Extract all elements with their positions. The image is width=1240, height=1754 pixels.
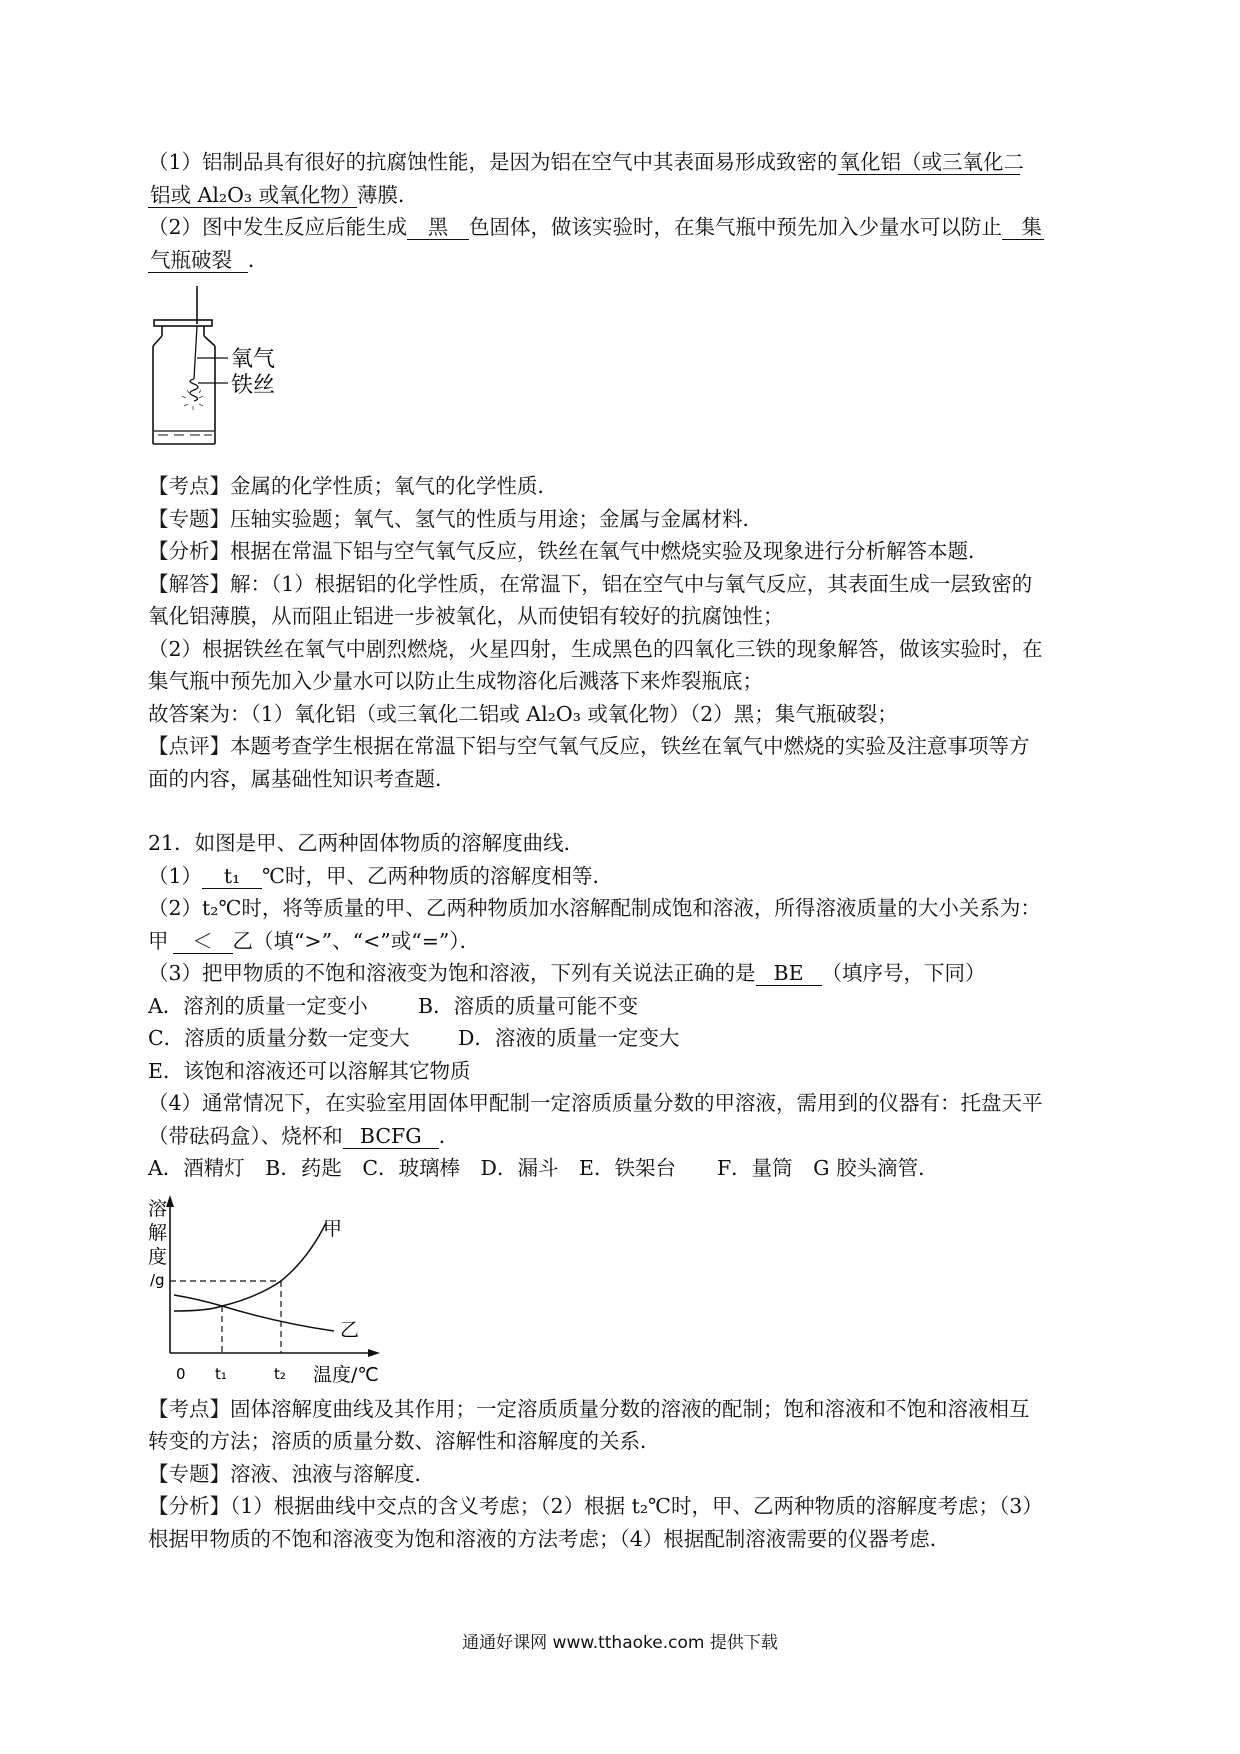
q21-part2-yi: 乙（填“>”、“<”或“=”）．: [232, 928, 481, 953]
q21-answer-4: BCFG: [343, 1124, 439, 1149]
option-c: C．溶质的质量分数一定变大: [148, 1026, 410, 1050]
q20-answer-3a: 集: [1002, 215, 1044, 240]
q21-part3: [148, 957, 1098, 990]
page-footer: 通通好课网 www.tthaoke.com 提供下载: [462, 1633, 778, 1653]
q21-options-cd: [148, 1022, 1098, 1055]
q20-dianping-1: [148, 730, 1098, 763]
series-jia-label: 甲: [323, 1217, 343, 1240]
q21-zhuanti-text: 溶液、浊液与溶解度．: [230, 1461, 435, 1486]
q21-fenxi-tag: 【分析】: [148, 1494, 230, 1518]
q20-dianping-2: 面的内容，属基础性知识考查题．: [148, 766, 456, 791]
solubility-chart-figure: [148, 1193, 448, 1393]
section-gap: [148, 795, 1098, 827]
gas-jar-diagram: [148, 284, 448, 464]
q21-answer-3: BE: [756, 961, 822, 986]
option-e: E．该饱和溶液还可以溶解其它物质: [148, 1058, 471, 1083]
q20-part1-text: （1）铝制品具有很好的抗腐蚀性能，是因为铝在空气中其表面易形成致密的: [148, 150, 838, 174]
ylabel-char-1: 溶: [148, 1197, 168, 1220]
q20-jieda-2: 氧化铝薄膜，从而阻止铝进一步被氧化，从而使铝有较好的抗腐蚀性；: [148, 604, 784, 628]
ylabel-char-2: 解: [148, 1221, 168, 1244]
q20-jieda-5: 故答案为：（1）氧化铝（或三氧化二铝或 Al₂O₃ 或氧化物）（2）黑；集气瓶破裂；: [148, 701, 898, 726]
series-yi-label: 乙: [340, 1318, 360, 1341]
option-d: D．溶液的质量一定变大: [458, 1026, 680, 1050]
q21-part4: （4）通常情况下，在实验室用固体甲配制一定溶质质量分数的甲溶液，需用到的仪器有：托盘天平: [148, 1091, 1043, 1115]
q21-part2: （2）t₂℃时，将等质量的甲、乙两种物质加水溶解配制成饱和溶液，所得溶液质量的大小关系为：: [148, 896, 1041, 920]
q21-part2-jia: 甲: [148, 928, 169, 953]
q20-part1-line1: [148, 146, 1098, 179]
dianping-tag: 【点评】: [148, 734, 230, 758]
fenxi-text: 根据在常温下铝与空气氧气反应，铁丝在氧气中燃烧实验及现象进行分析解答本题．: [230, 539, 989, 563]
q21-part3-tail: （填序号，下同）: [821, 961, 986, 985]
series-yi-curve: [174, 1295, 334, 1331]
q21-kaodian-tag: 【考点】: [148, 1396, 230, 1421]
q20-kaodian: [148, 470, 1098, 503]
q20-jieda-3: （2）根据铁丝在氧气中剧烈燃烧，火星四射，生成黑色的四氧化三铁的现象解答，做该实验时，在: [148, 636, 1043, 661]
gas-jar-figure: [148, 284, 448, 464]
q21-answer-1: t₁: [202, 864, 262, 889]
zhuanti-text: 压轴实验题；氧气、氢气的性质与用途；金属与金属材料．: [230, 506, 763, 531]
q20-answer-2: 黑: [407, 215, 469, 240]
q20-jieda-1: [148, 568, 1098, 601]
dianping-text-1: 本题考查学生根据在常温下铝与空气氧气反应，铁丝在氧气中燃烧的实验及注意事项等方: [230, 734, 1030, 758]
q21-part2-b: [148, 925, 1098, 958]
q20-part2-line1: [148, 211, 1098, 244]
q20-part1-tail: 薄膜．: [357, 182, 419, 207]
iron-wire-label: 铁丝: [231, 373, 276, 398]
q20-jieda-4: 集气瓶中预先加入少量水可以防止生成物溶化后溅落下来炸裂瓶底；: [148, 669, 763, 693]
q21-zhuanti: [148, 1458, 1098, 1491]
q21-kaodian-2: 转变的方法；溶质的质量分数、溶解性和溶解度的关系．: [148, 1429, 661, 1453]
kaodian-text: 金属的化学性质；氧气的化学性质．: [230, 474, 558, 498]
q20-part2-text: （2）图中发生反应后能生成: [148, 215, 408, 239]
q21-fenxi-1: [148, 1490, 1098, 1523]
q21-part1-prefix: （1）: [148, 863, 203, 888]
kaodian-tag: 【考点】: [148, 474, 230, 498]
zhuanti-tag: 【专题】: [148, 506, 230, 531]
q20-answer-1a: 氧化铝（或三氧化二: [839, 150, 1025, 174]
q21-options-ab: [148, 990, 1098, 1023]
q21-part1-text: ℃时，甲、乙两种物质的溶解度相等．: [262, 863, 613, 888]
q21-fenxi-text-1: （1）根据曲线中交点的含义考虑；（2）根据 t₂℃时，甲、乙两种物质的溶解度考虑；（3）: [230, 1494, 1043, 1518]
x-tick-t1: t₁: [215, 1364, 227, 1383]
q21-fenxi-2: 根据甲物质的不饱和溶液变为饱和溶液的方法考虑；（4）根据配制溶液需要的仪器考虑．: [148, 1526, 951, 1551]
q21-kaodian-text-1: 固体溶解度曲线及其作用；一定溶质质量分数的溶液的配制；饱和溶液和不饱和溶液相互: [230, 1396, 1030, 1421]
oxygen-label: 氧气: [231, 347, 276, 372]
option-a: A．溶剂的质量一定变小: [148, 993, 368, 1018]
ylabel-char-4: /g: [150, 1270, 165, 1289]
q21-part4-prefix: （带砝码盒）、烧杯和: [148, 1123, 343, 1148]
x-tick-t2: t₂: [274, 1364, 286, 1383]
jieda-text-1: 解：（1）根据铝的化学性质，在常温下，铝在空气中与氧气反应，其表面生成一层致密的: [230, 571, 1033, 596]
q21-instruments: A．酒精灯 B．药匙 C．玻璃棒 D．漏斗 E．铁架台 F．量筒 G 胶头滴管．: [148, 1156, 939, 1180]
y-axis-arrow: [166, 1195, 174, 1207]
q21-answer-2: ＜: [173, 929, 233, 954]
jieda-tag: 【解答】: [148, 571, 230, 596]
x-axis-label: 温度/℃: [313, 1363, 379, 1386]
q20-part2-text-b: 色固体，做该实验时，在集气瓶中预先加入少量水可以防止: [469, 215, 1003, 239]
series-jia-curve: [174, 1223, 326, 1311]
q21-part4-tail: ．: [438, 1123, 460, 1148]
page-content: [148, 146, 1098, 1555]
x-tick-0: 0: [176, 1364, 186, 1383]
q20-part2-line2: [148, 244, 1098, 277]
solubility-chart: [148, 1193, 448, 1393]
q20-part1-line2: [148, 179, 1098, 212]
q20-zhuanti: [148, 503, 1098, 536]
q21-part4-b: [148, 1120, 1098, 1153]
fenxi-tag: 【分析】: [148, 539, 230, 563]
q21-title: 21．如图是甲、乙两种固体物质的溶解度曲线．: [148, 831, 585, 855]
q20-answer-3b: 气瓶破裂: [148, 248, 248, 273]
q21-kaodian-1: [148, 1393, 1098, 1426]
q21-part1: [148, 860, 1098, 893]
q20-part2-tail: ．: [248, 247, 269, 272]
q21-part3-text: （3）把甲物质的不饱和溶液变为饱和溶液，下列有关说法正确的是: [148, 961, 756, 985]
ylabel-char-3: 度: [148, 1245, 168, 1268]
option-b: B．溶质的质量可能不变: [418, 993, 639, 1018]
x-axis-arrow: [368, 1349, 380, 1357]
q21-zhuanti-tag: 【专题】: [148, 1461, 230, 1486]
q20-fenxi: [148, 535, 1098, 568]
q20-answer-1b: 铝或 Al₂O₃ 或氧化物）: [150, 182, 362, 207]
